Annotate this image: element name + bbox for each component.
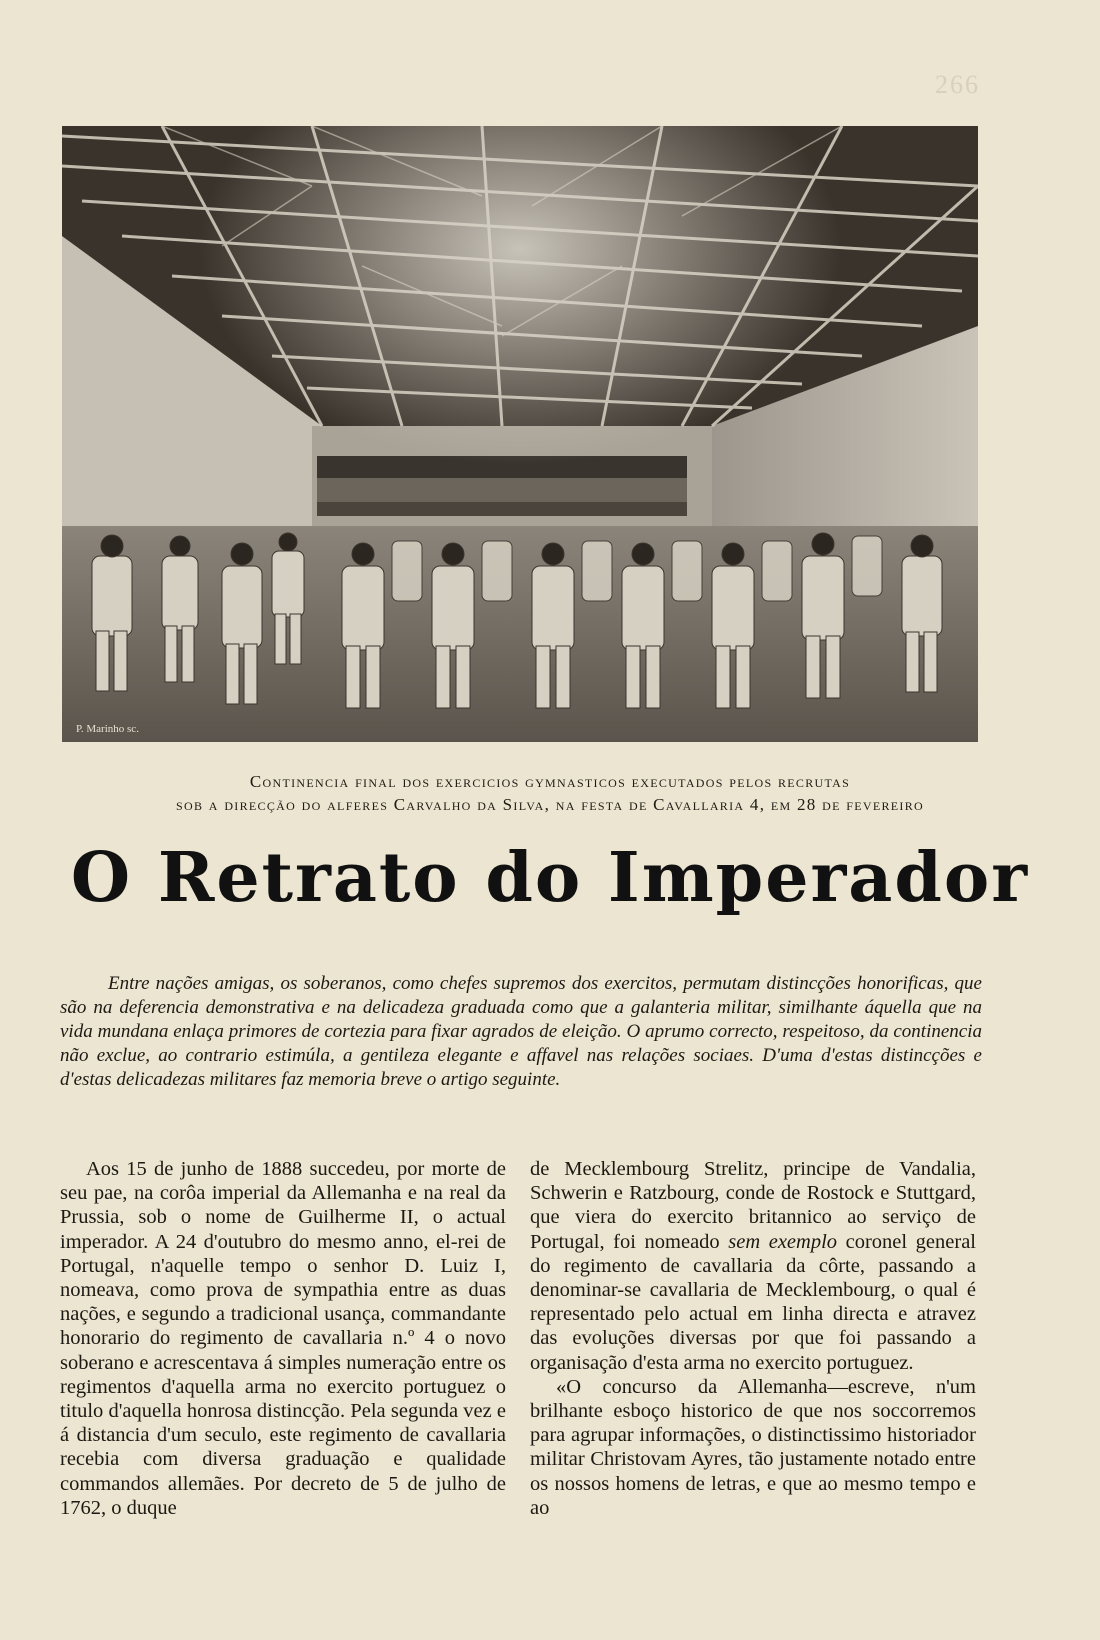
article-column-left bbox=[60, 1157, 506, 1520]
gymnasium-photo bbox=[62, 126, 978, 742]
caption-line-2: sob a direcção do alferes Carvalho da Silva, na festa de Cavallaria 4, em 28 de fevereiro bbox=[176, 795, 924, 814]
right-col-text-a: de Mecklembourg Strelitz, principe de Vandalia, Schwerin e Ratzbourg, conde de Rostock e Stuttgard, que viera do exercito britannico ao serviço de Portugal, foi nomeado bbox=[530, 1158, 976, 1253]
right-column-paragraph-2: «O concurso da Allemanha—escreve, n'um brilhante esboço historico de que nos soccorremos para agrupar informações, o distinctissimo historiador militar Christovam Ayres, tão justamente notado entre os nossos homens de letras, e que ao mesmo tempo e ao bbox=[530, 1375, 976, 1519]
article-column-right bbox=[530, 1157, 976, 1520]
article-intro: Entre nações amigas, os soberanos, como chefes supremos dos exercitos, permutam distincções honorificas, que são na deferencia demonstrativa e na delicadeza graduada como que a galanteria militar, similhante áquella que na vida mundana enlaça primores de cortezia para fixar agrados de eleição. O aprumo correcto, respeitoso, da continencia não exclue, ao contrario estimúla, a gentileza elegante e affavel nas relações sociaes. D'uma d'estas distincções e d'estas delicadezas militares faz memoria breve o artigo seguinte. bbox=[60, 973, 982, 1090]
page-number: 266 bbox=[935, 70, 980, 99]
left-column-paragraph: Aos 15 de junho de 1888 succedeu, por morte de seu pae, na corôa imperial da Allemanha e na real da Prussia, sob o nome de Guilherme II, o actual imperador. A 24 d'outubro do mesmo anno, el-rei de Portugal, n'aquelle tempo o senhor D. Luiz I, nomeava, como prova de sympathia entre as duas nações, e segundo a tradicional usança, commandante honorario do regimento de cavallaria n.º 4 o novo soberano e acrescentava á simples numeração entre os regimentos d'aquella arma no exercito portuguez o titulo d'aquella honrosa distincção. Pela segunda vez e á distancia d'um seculo, este regimento de cavallaria recebia com diversa graduação e qualidade commandos allemães. Por decreto de 5 de julho de 1762, o duque bbox=[60, 1158, 506, 1519]
engraver-signature: P. Marinho sc. bbox=[76, 723, 139, 735]
right-col-emphasis: sem exemplo bbox=[728, 1230, 838, 1253]
article-title: O Retrato do Imperador bbox=[70, 838, 1030, 918]
caption-line-1: Continencia final dos exercicios gymnasticos executados pelos recrutas bbox=[249, 772, 851, 791]
photo-caption bbox=[40, 770, 1060, 816]
right-column-paragraph-1 bbox=[530, 1157, 976, 1375]
right-col-text-b: coronel general do regimento de cavallaria da côrte, passando a denominar-se cavallaria de Mecklembourg, o qual é representado pelo actual em linha directa e atravez das evoluções diversas por que foi passando a organisação d'esta arma no exercito portuguez. bbox=[530, 1230, 976, 1374]
